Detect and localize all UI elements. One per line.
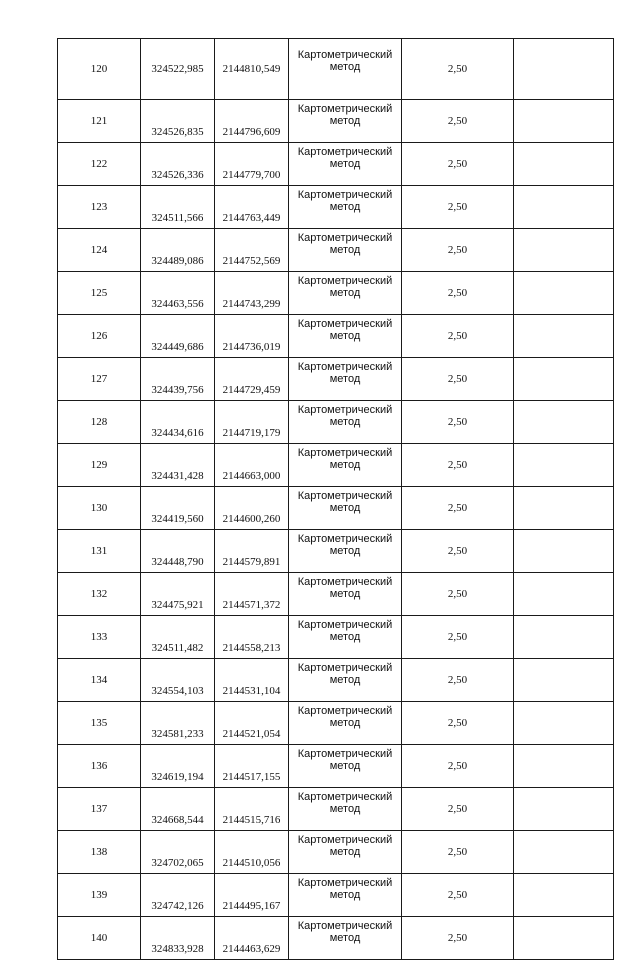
- y-coordinate-cell: 2144521,054: [215, 702, 289, 745]
- note-cell: [514, 530, 614, 573]
- point-number-cell: 132: [58, 573, 141, 616]
- method-line1: Картометрический: [297, 877, 393, 889]
- method-cell: [289, 917, 402, 960]
- method-line2: метод: [329, 201, 361, 213]
- method-line2: метод: [329, 760, 361, 772]
- method-line2: метод: [329, 459, 361, 471]
- y-coordinate-cell: 2144736,019: [215, 315, 289, 358]
- table-row: [58, 616, 614, 659]
- method-line2: метод: [329, 115, 361, 127]
- point-number-cell: 134: [58, 659, 141, 702]
- point-number-cell: 122: [58, 143, 141, 186]
- method-line1: Картометрический: [297, 705, 393, 717]
- accuracy-cell: 2,50: [402, 229, 514, 272]
- note-cell: [514, 100, 614, 143]
- method-line2: метод: [329, 330, 361, 342]
- accuracy-cell: 2,50: [402, 917, 514, 960]
- table-row: [58, 358, 614, 401]
- accuracy-cell: 2,50: [402, 616, 514, 659]
- table-row: [58, 573, 614, 616]
- note-cell: [514, 659, 614, 702]
- point-number-cell: 130: [58, 487, 141, 530]
- x-coordinate-cell: 324526,336: [141, 143, 215, 186]
- table-row: [58, 186, 614, 229]
- point-number-cell: 121: [58, 100, 141, 143]
- x-coordinate-cell: 324833,928: [141, 917, 215, 960]
- point-number-cell: 127: [58, 358, 141, 401]
- method-line1: Картометрический: [297, 103, 393, 115]
- method-line1: Картометрический: [297, 576, 393, 588]
- accuracy-cell: 2,50: [402, 401, 514, 444]
- accuracy-cell: 2,50: [402, 444, 514, 487]
- note-cell: [514, 358, 614, 401]
- method-line1: Картометрический: [297, 834, 393, 846]
- method-line2: метод: [329, 932, 361, 944]
- method-line1: Картометрический: [297, 361, 393, 373]
- table-body: [58, 39, 614, 960]
- y-coordinate-cell: 2144579,891: [215, 530, 289, 573]
- y-coordinate-cell: 2144752,569: [215, 229, 289, 272]
- x-coordinate-cell: 324511,482: [141, 616, 215, 659]
- x-coordinate-cell: 324742,126: [141, 874, 215, 917]
- method-cell: [289, 702, 402, 745]
- x-coordinate-cell: 324619,194: [141, 745, 215, 788]
- y-coordinate-cell: 2144495,167: [215, 874, 289, 917]
- accuracy-cell: 2,50: [402, 659, 514, 702]
- y-coordinate-cell: 2144600,260: [215, 487, 289, 530]
- method-line1: Картометрический: [297, 447, 393, 459]
- method-cell: [289, 39, 402, 100]
- method-cell: [289, 874, 402, 917]
- note-cell: [514, 745, 614, 788]
- note-cell: [514, 788, 614, 831]
- table-row: [58, 39, 614, 100]
- accuracy-cell: 2,50: [402, 358, 514, 401]
- table-row: [58, 272, 614, 315]
- y-coordinate-cell: 2144531,104: [215, 659, 289, 702]
- y-coordinate-cell: 2144779,700: [215, 143, 289, 186]
- accuracy-cell: 2,50: [402, 702, 514, 745]
- method-cell: [289, 444, 402, 487]
- method-line2: метод: [329, 803, 361, 815]
- method-line2: метод: [329, 588, 361, 600]
- x-coordinate-cell: 324522,985: [141, 39, 215, 100]
- accuracy-cell: 2,50: [402, 745, 514, 788]
- table-row: [58, 487, 614, 530]
- x-coordinate-cell: 324419,560: [141, 487, 215, 530]
- note-cell: [514, 39, 614, 100]
- y-coordinate-cell: 2144719,179: [215, 401, 289, 444]
- x-coordinate-cell: 324668,544: [141, 788, 215, 831]
- table-row: [58, 788, 614, 831]
- point-number-cell: 124: [58, 229, 141, 272]
- accuracy-cell: 2,50: [402, 315, 514, 358]
- point-number-cell: 126: [58, 315, 141, 358]
- point-number-cell: 125: [58, 272, 141, 315]
- method-cell: [289, 788, 402, 831]
- method-line1: Картометрический: [297, 533, 393, 545]
- method-cell: [289, 487, 402, 530]
- table-row: [58, 745, 614, 788]
- x-coordinate-cell: 324511,566: [141, 186, 215, 229]
- method-cell: [289, 315, 402, 358]
- table-row: [58, 659, 614, 702]
- table-row: [58, 917, 614, 960]
- method-cell: [289, 573, 402, 616]
- method-cell: [289, 616, 402, 659]
- y-coordinate-cell: 2144571,372: [215, 573, 289, 616]
- method-line1: Картометрический: [297, 791, 393, 803]
- accuracy-cell: 2,50: [402, 788, 514, 831]
- accuracy-cell: 2,50: [402, 530, 514, 573]
- table-row: [58, 702, 614, 745]
- point-number-cell: 131: [58, 530, 141, 573]
- point-number-cell: 129: [58, 444, 141, 487]
- method-cell: [289, 100, 402, 143]
- table-row: [58, 229, 614, 272]
- table-row: [58, 831, 614, 874]
- method-line2: метод: [329, 631, 361, 643]
- y-coordinate-cell: 2144729,459: [215, 358, 289, 401]
- y-coordinate-cell: 2144763,449: [215, 186, 289, 229]
- y-coordinate-cell: 2144743,299: [215, 272, 289, 315]
- note-cell: [514, 831, 614, 874]
- point-number-cell: 139: [58, 874, 141, 917]
- note-cell: [514, 444, 614, 487]
- point-number-cell: 140: [58, 917, 141, 960]
- y-coordinate-cell: 2144796,609: [215, 100, 289, 143]
- y-coordinate-cell: 2144558,213: [215, 616, 289, 659]
- accuracy-cell: 2,50: [402, 272, 514, 315]
- point-number-cell: 120: [58, 39, 141, 100]
- method-line2: метод: [329, 287, 361, 299]
- y-coordinate-cell: 2144517,155: [215, 745, 289, 788]
- method-cell: [289, 831, 402, 874]
- method-line2: метод: [329, 373, 361, 385]
- method-line1: Картометрический: [297, 49, 393, 61]
- method-line1: Картометрический: [297, 748, 393, 760]
- note-cell: [514, 229, 614, 272]
- method-line1: Картометрический: [297, 490, 393, 502]
- accuracy-cell: 2,50: [402, 573, 514, 616]
- note-cell: [514, 573, 614, 616]
- method-line2: метод: [329, 244, 361, 256]
- note-cell: [514, 917, 614, 960]
- method-line2: метод: [329, 846, 361, 858]
- method-line2: метод: [329, 674, 361, 686]
- point-number-cell: 136: [58, 745, 141, 788]
- table-row: [58, 143, 614, 186]
- point-number-cell: 135: [58, 702, 141, 745]
- point-number-cell: 138: [58, 831, 141, 874]
- method-line2: метод: [329, 717, 361, 729]
- accuracy-cell: 2,50: [402, 143, 514, 186]
- method-cell: [289, 272, 402, 315]
- x-coordinate-cell: 324475,921: [141, 573, 215, 616]
- y-coordinate-cell: 2144463,629: [215, 917, 289, 960]
- method-line1: Картометрический: [297, 275, 393, 287]
- note-cell: [514, 616, 614, 659]
- x-coordinate-cell: 324702,065: [141, 831, 215, 874]
- x-coordinate-cell: 324448,790: [141, 530, 215, 573]
- accuracy-cell: 2,50: [402, 831, 514, 874]
- table-row: [58, 100, 614, 143]
- method-line2: метод: [329, 416, 361, 428]
- method-line1: Картометрический: [297, 146, 393, 158]
- x-coordinate-cell: 324431,428: [141, 444, 215, 487]
- note-cell: [514, 143, 614, 186]
- note-cell: [514, 401, 614, 444]
- x-coordinate-cell: 324489,086: [141, 229, 215, 272]
- table-row: [58, 530, 614, 573]
- method-line2: метод: [329, 889, 361, 901]
- method-line2: метод: [329, 502, 361, 514]
- table-row: [58, 444, 614, 487]
- point-number-cell: 137: [58, 788, 141, 831]
- point-number-cell: 123: [58, 186, 141, 229]
- x-coordinate-cell: 324554,103: [141, 659, 215, 702]
- accuracy-cell: 2,50: [402, 487, 514, 530]
- method-cell: [289, 401, 402, 444]
- x-coordinate-cell: 324434,616: [141, 401, 215, 444]
- note-cell: [514, 874, 614, 917]
- method-cell: [289, 659, 402, 702]
- x-coordinate-cell: 324526,835: [141, 100, 215, 143]
- accuracy-cell: 2,50: [402, 874, 514, 917]
- note-cell: [514, 315, 614, 358]
- x-coordinate-cell: 324581,233: [141, 702, 215, 745]
- method-line1: Картометрический: [297, 318, 393, 330]
- note-cell: [514, 272, 614, 315]
- method-line2: метод: [329, 158, 361, 170]
- method-line1: Картометрический: [297, 189, 393, 201]
- table-row: [58, 315, 614, 358]
- method-cell: [289, 530, 402, 573]
- point-number-cell: 128: [58, 401, 141, 444]
- point-number-cell: 133: [58, 616, 141, 659]
- method-line1: Картометрический: [297, 920, 393, 932]
- y-coordinate-cell: 2144510,056: [215, 831, 289, 874]
- y-coordinate-cell: 2144663,000: [215, 444, 289, 487]
- coordinates-table: [57, 38, 614, 960]
- method-cell: [289, 745, 402, 788]
- method-cell: [289, 143, 402, 186]
- y-coordinate-cell: 2144810,549: [215, 39, 289, 100]
- method-cell: [289, 186, 402, 229]
- method-line2: метод: [329, 545, 361, 557]
- method-line2: метод: [329, 61, 361, 73]
- method-line1: Картометрический: [297, 404, 393, 416]
- note-cell: [514, 186, 614, 229]
- method-line1: Картометрический: [297, 232, 393, 244]
- table-row: [58, 874, 614, 917]
- accuracy-cell: 2,50: [402, 100, 514, 143]
- x-coordinate-cell: 324439,756: [141, 358, 215, 401]
- accuracy-cell: 2,50: [402, 186, 514, 229]
- method-line1: Картометрический: [297, 619, 393, 631]
- note-cell: [514, 702, 614, 745]
- table-row: [58, 401, 614, 444]
- x-coordinate-cell: 324449,686: [141, 315, 215, 358]
- method-cell: [289, 358, 402, 401]
- accuracy-cell: 2,50: [402, 39, 514, 100]
- method-cell: [289, 229, 402, 272]
- x-coordinate-cell: 324463,556: [141, 272, 215, 315]
- note-cell: [514, 487, 614, 530]
- method-line1: Картометрический: [297, 662, 393, 674]
- y-coordinate-cell: 2144515,716: [215, 788, 289, 831]
